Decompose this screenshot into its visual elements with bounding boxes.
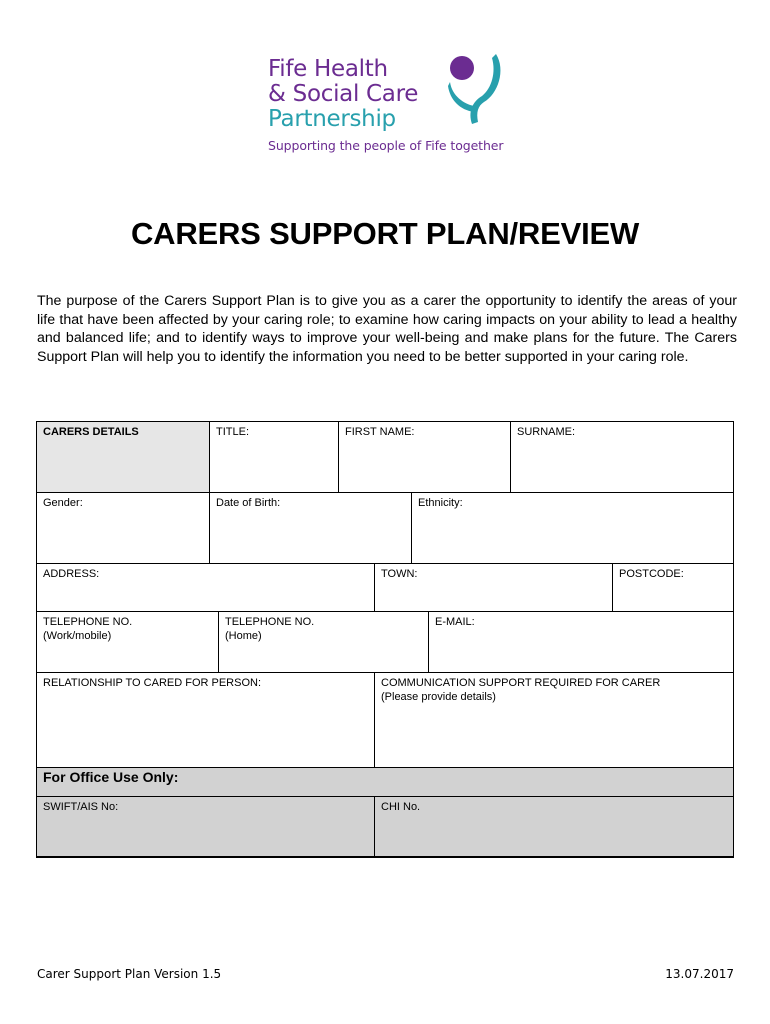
ethnicity-label: Ethnicity:: [418, 497, 463, 509]
logo-text-line1: Fife Health: [268, 56, 388, 82]
office-use-heading: [36, 767, 734, 797]
telephone-work-label: TELEPHONE NO. (Work/mobile): [43, 616, 133, 642]
intro-paragraph: The purpose of the Carers Support Plan is to give you as a carer the opportunity to identify the areas of your life that have been affected by your caring role; to examine how caring impacts on your ability to lead a healthy and balanced life; and to identify ways to improve your well-being and make plans for the future. The Carers Support Plan will help you to identify the information you need to be better supported in your caring role.: [37, 293, 737, 365]
telephone-work-field[interactable]: [36, 611, 219, 673]
logo-text-line3: Partnership: [268, 106, 396, 132]
person-figure-icon: [448, 52, 508, 142]
carers-details-header-cell: [36, 421, 210, 493]
email-label: E-MAIL:: [435, 616, 475, 628]
chi-number-label: CHI No.: [381, 801, 421, 813]
swift-ais-label: SWIFT/AIS No:: [43, 801, 119, 813]
title-label: TITLE:: [216, 426, 250, 438]
postcode-label: POSTCODE:: [619, 568, 684, 580]
communication-support-label: COMMUNICATION SUPPORT REQUIRED FOR CARER (Please provide details): [381, 677, 661, 703]
carers-details-label: CARERS DETAILS: [43, 426, 139, 438]
telephone-home-label: TELEPHONE NO. (Home): [225, 616, 315, 642]
office-use-label: For Office Use Only:: [43, 769, 179, 785]
carers-details-form: [36, 421, 734, 858]
logo-text-line2: & Social Care: [268, 81, 419, 107]
address-field[interactable]: [36, 563, 375, 612]
page-title: CARERS SUPPORT PLAN/REVIEW: [130, 216, 640, 251]
logo-tagline: Supporting the people of Fife together: [268, 138, 504, 153]
footer-version: Carer Support Plan Version 1.5: [37, 967, 222, 981]
address-label: ADDRESS:: [43, 568, 100, 580]
town-label: TOWN:: [381, 568, 418, 580]
ethnicity-field[interactable]: [411, 492, 734, 564]
footer-date: 13.07.2017: [665, 967, 734, 981]
relationship-label: RELATIONSHIP TO CARED FOR PERSON:: [43, 677, 262, 689]
email-field[interactable]: [428, 611, 734, 673]
town-field[interactable]: [374, 563, 613, 612]
first-name-field[interactable]: [338, 421, 511, 493]
surname-label: SURNAME:: [517, 426, 576, 438]
date-of-birth-field[interactable]: [209, 492, 412, 564]
logo: [268, 52, 508, 162]
telephone-home-field[interactable]: [218, 611, 429, 673]
swift-ais-field[interactable]: [36, 796, 375, 858]
date-of-birth-label: Date of Birth:: [216, 497, 281, 509]
postcode-field[interactable]: [612, 563, 734, 612]
title-field[interactable]: [209, 421, 339, 493]
gender-label: Gender:: [43, 497, 83, 509]
gender-field[interactable]: [36, 492, 210, 564]
communication-support-field[interactable]: [374, 672, 734, 768]
chi-number-field[interactable]: [374, 796, 734, 858]
surname-field[interactable]: [510, 421, 734, 493]
relationship-field[interactable]: [36, 672, 375, 768]
first-name-label: FIRST NAME:: [345, 426, 415, 438]
